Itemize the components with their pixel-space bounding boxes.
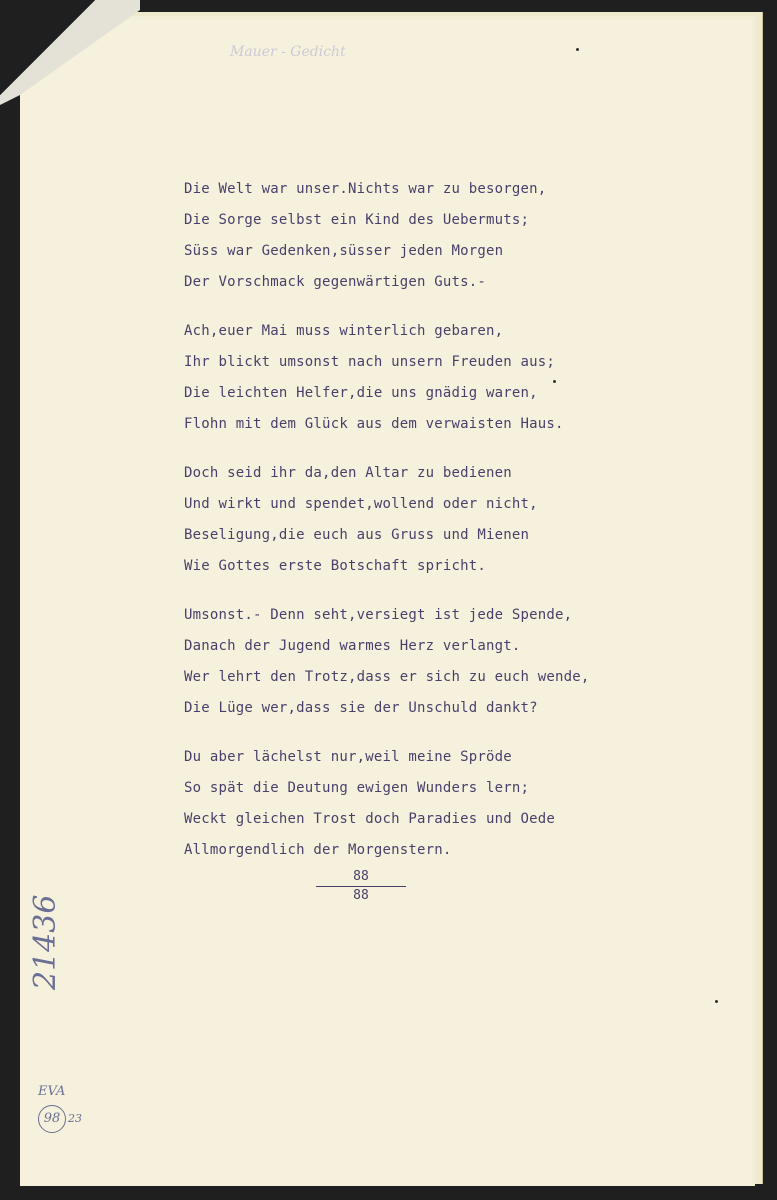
poem-line: Und wirkt und spendet,wollend oder nicht, bbox=[184, 496, 538, 512]
poem-line: Süss war Gedenken,süsser jeden Morgen bbox=[184, 243, 504, 259]
poem-line: Ihr blickt umsonst nach unsern Freuden aus; bbox=[184, 354, 556, 370]
stamp-label: EVA bbox=[38, 1084, 66, 1099]
page-number bbox=[316, 870, 406, 903]
poem-line: Die Sorge selbst ein Kind des Uebermuts; bbox=[184, 212, 530, 228]
page-number-bottom: 88 bbox=[353, 888, 369, 903]
stanza-5 bbox=[184, 742, 590, 866]
ink-speck bbox=[715, 1000, 718, 1003]
page-number-top: 88 bbox=[353, 869, 369, 884]
poem-line: Ach,euer Mai muss winterlich gebaren, bbox=[184, 323, 504, 339]
archive-stamp bbox=[38, 1084, 82, 1133]
poem-line: Danach der Jugend warmes Herz verlangt. bbox=[184, 638, 521, 654]
pencil-note: Mauer - Gedicht bbox=[230, 44, 346, 60]
poem bbox=[184, 174, 590, 884]
poem-line: Wie Gottes erste Botschaft spricht. bbox=[184, 558, 487, 574]
poem-line: Beseligung,die euch aus Gruss und Mienen bbox=[184, 527, 530, 543]
poem-line: Umsonst.- Denn seht,versiegt ist jede Spende, bbox=[184, 607, 573, 623]
poem-line: Allmorgendlich der Morgenstern. bbox=[184, 842, 452, 858]
archive-number: 21436 bbox=[28, 894, 63, 990]
poem-line: Du aber lächelst nur,weil meine Spröde bbox=[184, 749, 512, 765]
stanza-3 bbox=[184, 458, 590, 582]
page-number-rule bbox=[316, 886, 406, 887]
poem-line: So spät die Deutung ewigen Wunders lern; bbox=[184, 780, 530, 796]
poem-line: Die Welt war unser.Nichts war zu besorgen, bbox=[184, 181, 547, 197]
stamp-circle-number: 98 bbox=[38, 1105, 66, 1133]
ink-speck bbox=[553, 380, 556, 383]
ink-speck bbox=[576, 48, 579, 51]
stanza-4 bbox=[184, 600, 590, 724]
stamp-suffix: 23 bbox=[68, 1112, 82, 1125]
poem-line: Die leichten Helfer,die uns gnädig waren, bbox=[184, 385, 538, 401]
stanza-2 bbox=[184, 316, 590, 440]
poem-line: Wer lehrt den Trotz,dass er sich zu euch wende, bbox=[184, 669, 590, 685]
poem-line: Flohn mit dem Glück aus dem verwaisten Haus. bbox=[184, 416, 564, 432]
poem-line: Doch seid ihr da,den Altar zu bedienen bbox=[184, 465, 512, 481]
poem-line: Weckt gleichen Trost doch Paradies und Oede bbox=[184, 811, 556, 827]
poem-line: Der Vorschmack gegenwärtigen Guts.- bbox=[184, 274, 487, 290]
stanza-1 bbox=[184, 174, 590, 298]
poem-line: Die Lüge wer,dass sie der Unschuld dankt? bbox=[184, 700, 538, 716]
